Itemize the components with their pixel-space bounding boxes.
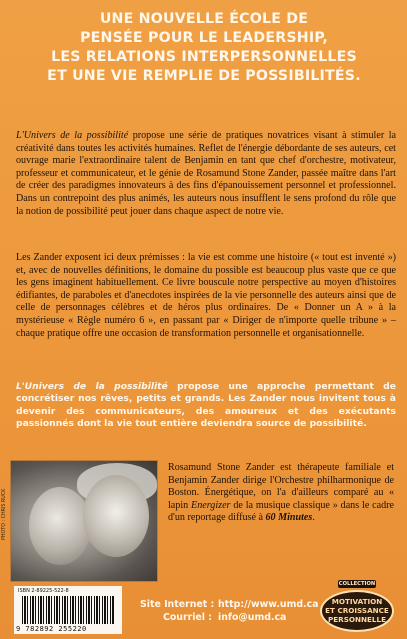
energizer-word: Energizer <box>191 499 231 511</box>
book-title-highlight: L'Univers de la possibilité <box>16 381 168 392</box>
email-label: Courriel : <box>162 612 212 623</box>
book-title: L'Univers de la possibilité <box>16 130 129 141</box>
barcode-digits: 9 782892 255220 <box>16 625 87 633</box>
approach-paragraph <box>16 381 396 431</box>
headline-line-2: PENSÉE POUR LE LEADERSHIP, <box>80 30 328 46</box>
approach-text: propose une approche permettant de concrétiser nos rêves, petits et grands. Les Zander nous invitent tous à devenir des communicateurs, des amoureux et des exécutants passionnés dont la vie tout entière deviendra source de possibilité. <box>16 381 396 430</box>
authors-bio: Rosamund Stone Zander est thérapeute familiale et Benjamin Zander dirige l'Orchestre philharmonique de Boston. Énergétique, on l'a d'ailleurs comparé au « lapin Energizer de la musique classique » dans le cadre d'un reportage diffusé à 60 Minutes. <box>168 462 394 524</box>
email-link[interactable]: info@umd.ca <box>218 612 287 623</box>
headline-line-3: LES RELATIONS INTERPERSONNELLES <box>51 49 357 65</box>
authors-photo <box>10 460 158 582</box>
barcode <box>14 586 122 634</box>
headline-line-4: ET UNE VIE REMPLIE DE POSSIBILITÉS. <box>47 68 361 84</box>
collection-label: COLLECTION <box>338 581 376 587</box>
premises-paragraph: Les Zander exposent ici deux prémisses : la vie est comme une histoire (« tout est inventé ») et, avec de nouvelles définitions, le domaine du possible est beaucoup plus vaste que ce que les gens imaginent habituellement. Ce livre bouscule notre perspective au moyen d'histoires édifiantes, de paraboles et d'anecdotes inspirées de la vie personnelle des auteurs ainsi que de celle de personnages célèbres et de héros plus ordinaires. De « Donner un A » à la mystérieuse « Règle numéro 6 », en passant par « Diriger de n'importe quelle tribune » – chaque pratique offre une occasion de transformation personnelle et organisationnelle. <box>16 252 396 339</box>
photo-credit: PHOTO : CHRIS RUCK <box>2 488 7 540</box>
isbn-label: ISBN 2-89225-522-8 <box>18 588 69 594</box>
intro-paragraph <box>16 130 396 218</box>
website-label: Site Internet : <box>140 599 215 610</box>
barcode-bars <box>22 596 114 624</box>
contact-info <box>140 598 319 624</box>
collection-badge: COLLECTION MOTIVATION ET CROISSANCE PERSONNELLE <box>318 580 396 634</box>
headline <box>14 10 394 86</box>
headline-line-1: UNE NOUVELLE ÉCOLE DE <box>99 11 309 27</box>
website-link[interactable]: http://www.umd.ca <box>218 599 319 610</box>
intro-text: propose une série de pratiques novatrices visant à stimuler la créativité dans toutes les activités humaines. Reflet de l'énergie débordante de ses auteurs, cet ouvrage marie l'extraordinaire talent de Benjamin en tant que chef d'orchestre, motivateur, professeur et communicateur, et le génie de Rosamund Stone Zander, passée maître dans l'art de créer des paradigmes innovateurs à des fins d'épanouissement personnel et professionnel. Dans un contrepoint des plus animés, les auteurs nous insufflent le sens profond du rôle que la notion de possibilité peut jouer dans chaque aspect de notre vie. <box>16 130 396 217</box>
tv-show-name: 60 Minutes <box>265 512 313 524</box>
